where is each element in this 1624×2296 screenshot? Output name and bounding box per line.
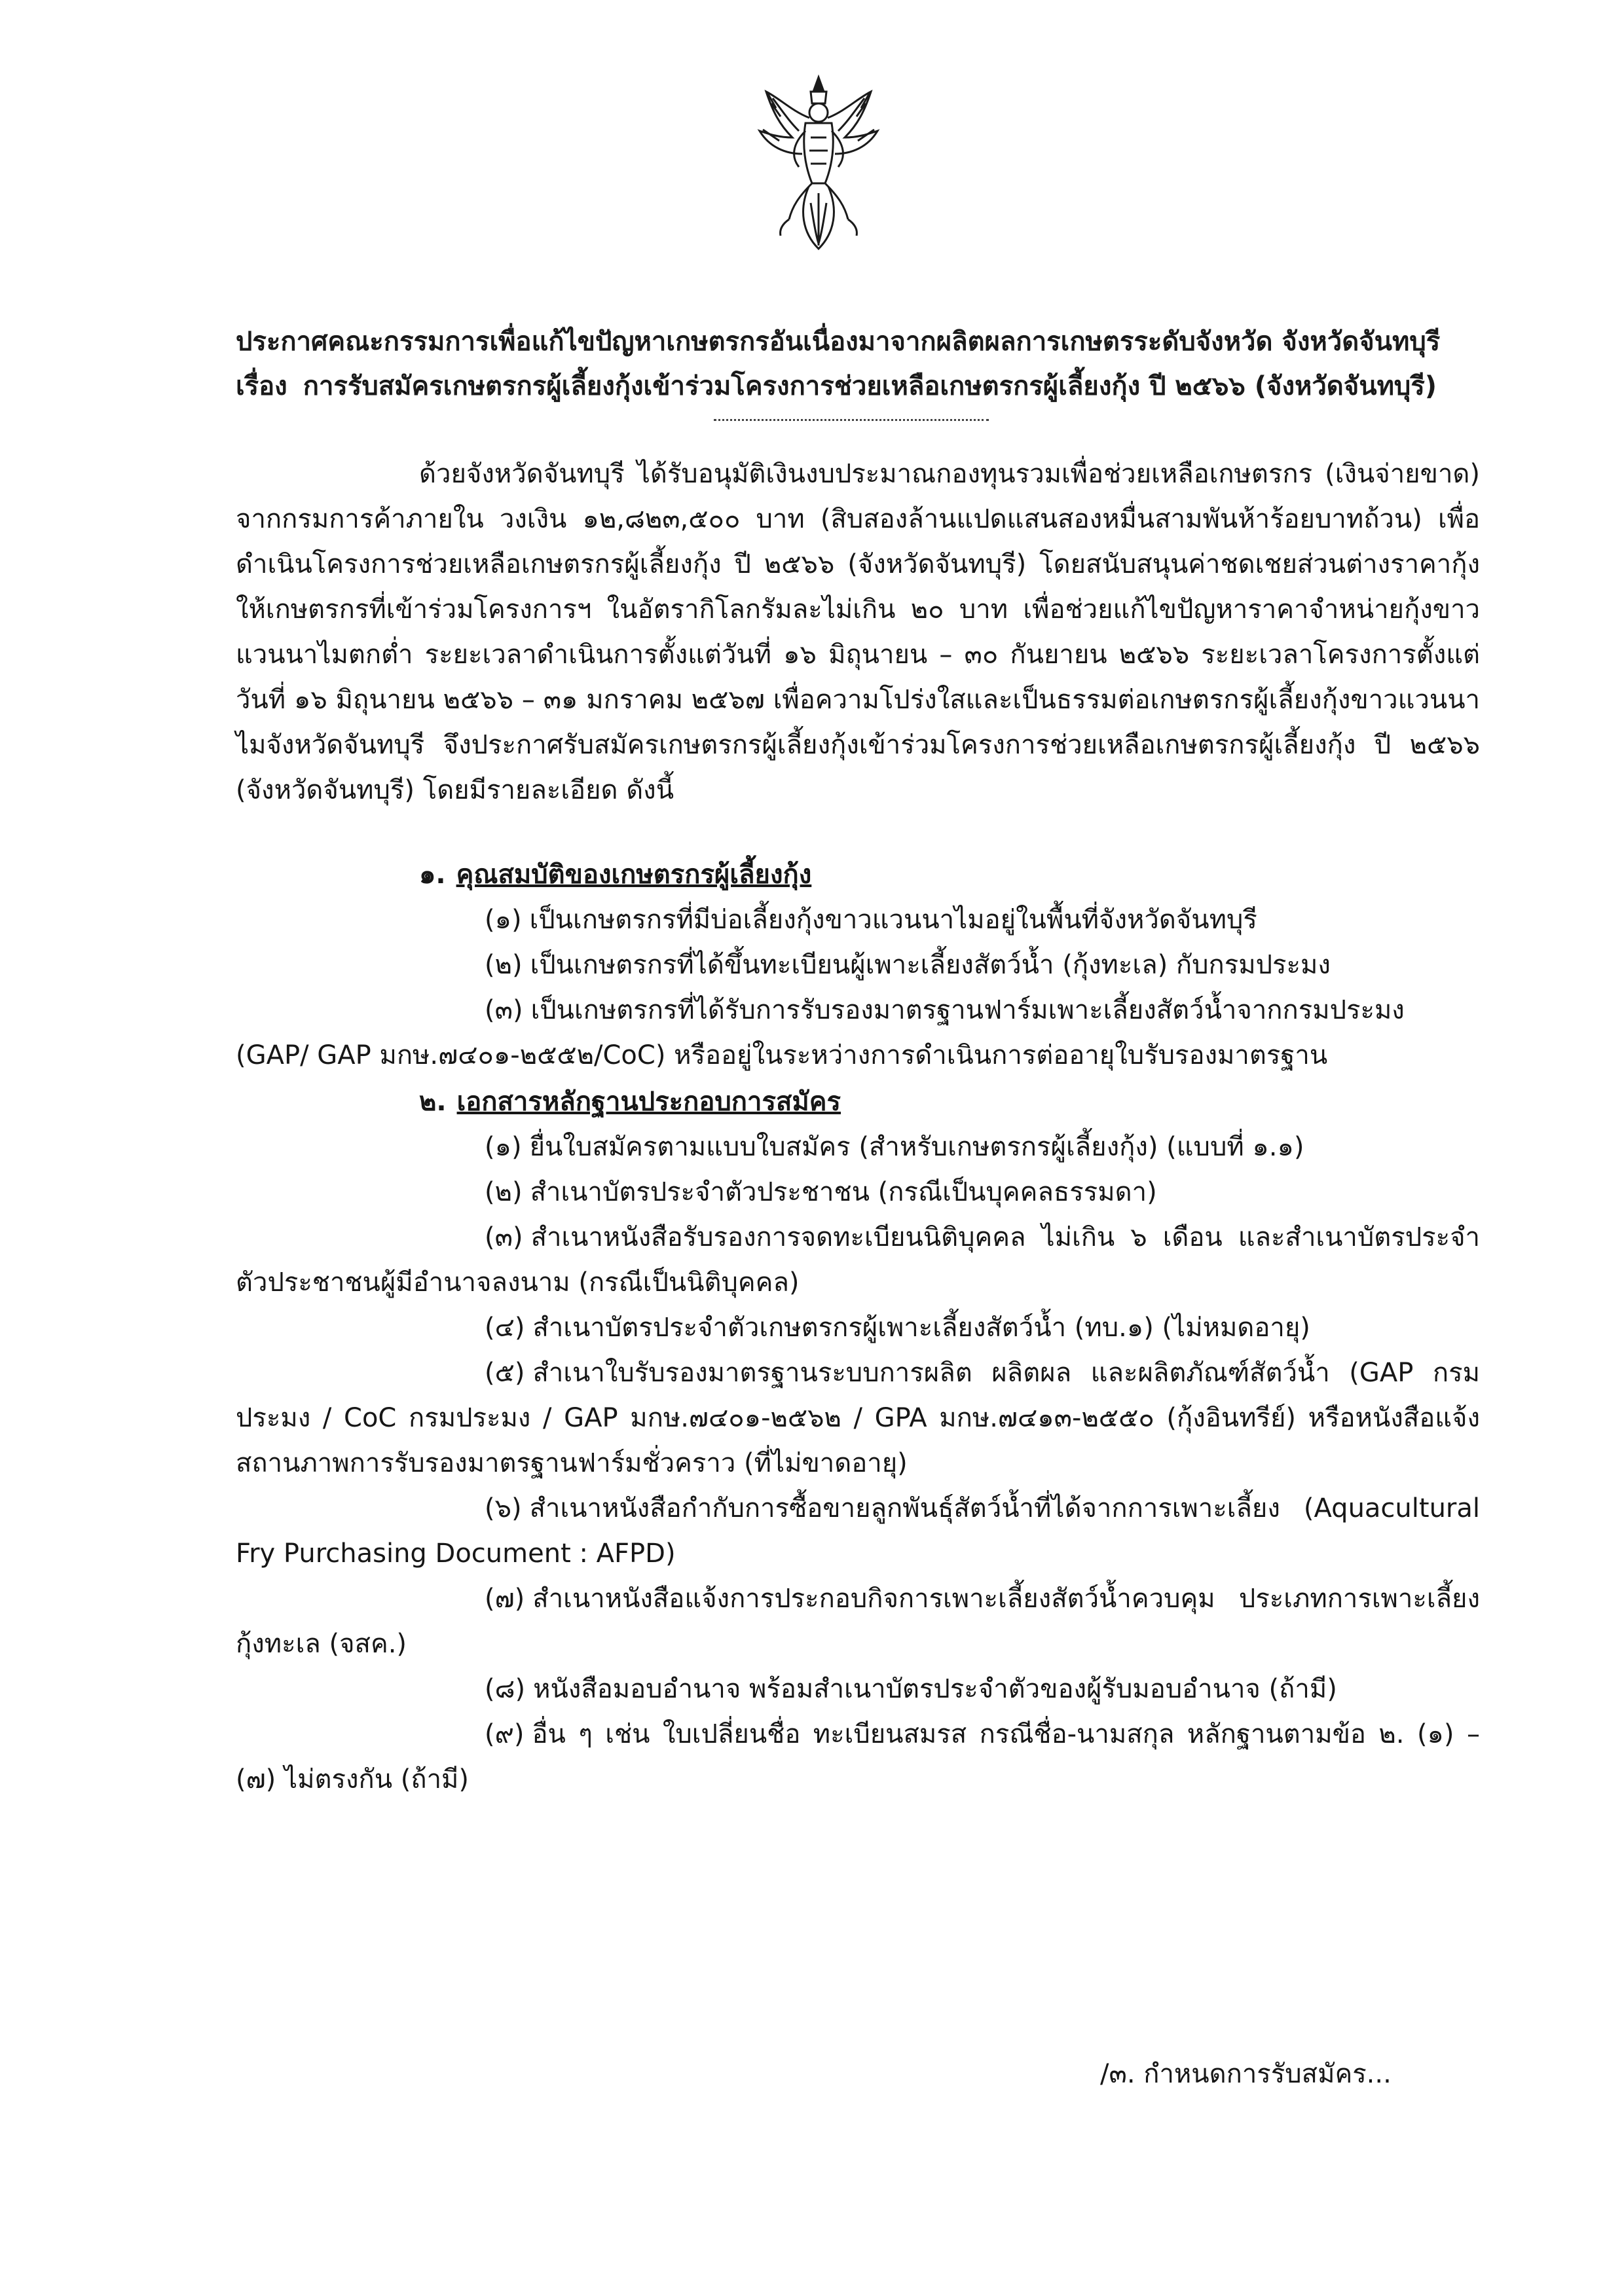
item-number: (๒): [485, 1177, 523, 1207]
item-number: (๓): [485, 995, 523, 1025]
list-item: [236, 1667, 1480, 1712]
list-item: [236, 898, 1480, 943]
section-number: ๑.: [419, 860, 446, 890]
item-number: (๑): [485, 1132, 522, 1162]
list-item: [236, 988, 1480, 1078]
item-number: (๓): [485, 1222, 523, 1252]
item-text: เป็นเกษตรกรที่ได้ขึ้นทะเบียนผู้เพาะเลี้ยงสัตว์น้ำ (กุ้งทะเล) กับกรมประมง: [530, 950, 1331, 980]
item-text: สำเนาบัตรประจำตัวเกษตรกรผู้เพาะเลี้ยงสัตว์น้ำ (ทบ.๑) (ไม่หมดอายุ): [532, 1313, 1310, 1343]
item-text: สำเนาหนังสือกำกับการซื้อขายลูกพันธุ์สัตว์น้ำที่ได้จากการเพาะเลี้ยง (Aquacultural Fry Purchasing Document : AFPD): [236, 1493, 1480, 1569]
list-item: [236, 1125, 1480, 1170]
item-number: (๕): [485, 1358, 525, 1388]
item-text: เป็นเกษตรกรที่ได้รับการรับรองมาตรฐานฟาร์มเพาะเลี้ยงสัตว์น้ำจากกรมประมง (GAP/ GAP มกษ.๗๔๐๑-๒๕๕๒/CoC) หรืออยู่ในระหว่างการดำเนินการต่ออายุใบรับรองมาตรฐาน: [236, 995, 1405, 1070]
section-documents: [236, 1080, 1480, 1802]
list-item: [236, 1215, 1480, 1305]
section-number: ๒.: [419, 1087, 447, 1117]
garuda-emblem-icon: [753, 72, 884, 268]
intro-paragraph: ด้วยจังหวัดจันทบุรี ได้รับอนุมัติเงินงบประมาณกองทุนรวมเพื่อช่วยเหลือเกษตรกร (เงินจ่ายขาด) จากกรมการค้าภายใน วงเงิน ๑๒,๘๒๓,๕๐๐ บาท (สิบสองล้านแปดแสนสองหมื่นสามพันห้าร้อยบาทถ้วน) เพื่อดำเนินโครงการช่วยเหลือเกษตรกรผู้เลี้ยงกุ้ง ปี ๒๕๖๖ (จังหวัดจันทบุรี) โดยสนับสนุนค่าชดเชยส่วนต่างราคากุ้งให้เกษตรกรที่เข้าร่วมโครงการฯ ในอัตรากิโลกรัมละไม่เกิน ๒๐ บาท เพื่อช่วยแก้ไขปัญหาราคาจำหน่ายกุ้งขาวแวนนาไมตกต่ำ ระยะเวลาดำเนินการตั้งแต่วันที่ ๑๖ มิถุนายน – ๓๐ กันยายน ๒๕๖๖ ระยะเวลาโครงการตั้งแต่วันที่ ๑๖ มิถุนายน ๒๕๖๖ – ๓๑ มกราคม ๒๕๖๗ เพื่อความโปร่งใสและเป็นธรรมต่อเกษตรกรผู้เลี้ยงกุ้งขาวแวนนาไมจังหวัดจันทบุรี จึงประกาศรับสมัครเกษตรกรผู้เลี้ยงกุ้งเข้าร่วมโครงการช่วยเหลือเกษตรกรผู้เลี้ยงกุ้ง ปี ๒๕๖๖ (จังหวัดจันทบุรี) โดยมีรายละเอียด ดังนี้: [236, 459, 1480, 805]
list-item: [236, 943, 1480, 988]
item-number: (๗): [485, 1584, 525, 1614]
continued-note: /๓. กำหนดการรับสมัคร...: [1100, 2059, 1392, 2089]
subject-text: การรับสมัครเกษตรกรผู้เลี้ยงกุ้งเข้าร่วมโครงการช่วยเหลือเกษตรกรผู้เลี้ยงกุ้ง ปี ๒๕๖๖ (จังหวัดจันทบุรี): [303, 371, 1437, 401]
item-text: หนังสือมอบอำนาจ พร้อมสำเนาบัตรประจำตัวของผู้รับมอบอำนาจ (ถ้ามี): [533, 1674, 1337, 1704]
header-divider: [714, 419, 989, 421]
sections-container: [236, 851, 1480, 1802]
item-text: อื่น ๆ เช่น ใบเปลี่ยนชื่อ ทะเบียนสมรส กรณีชื่อ-นามสกุล หลักฐานตามข้อ ๒. (๑) – (๗) ไม่ตรงกัน (ถ้ามี): [236, 1719, 1480, 1795]
item-number: (๘): [485, 1674, 526, 1704]
announcement-header: [236, 319, 1480, 409]
section-title-text: เอกสารหลักฐานประกอบการสมัคร: [456, 1087, 841, 1117]
section-title: [236, 852, 1480, 898]
announcement-subject-row: [236, 364, 1480, 409]
list-item: [236, 1351, 1480, 1486]
item-number: (๙): [485, 1719, 525, 1749]
item-text: ยื่นใบสมัครตามแบบใบสมัคร (สำหรับเกษตรกรผู้เลี้ยงกุ้ง) (แบบที่ ๑.๑): [529, 1132, 1304, 1162]
item-text: สำเนาหนังสือแจ้งการประกอบกิจการเพาะเลี้ยงสัตว์น้ำควบคุม ประเภทการเพาะเลี้ยงกุ้งทะเล (จสค.): [236, 1584, 1480, 1659]
list-item: [236, 1170, 1480, 1215]
item-number: (๔): [485, 1313, 525, 1343]
subject-label: เรื่อง: [236, 371, 287, 401]
item-text: เป็นเกษตรกรที่มีบ่อเลี้ยงกุ้งขาวแวนนาไมอยู่ในพื้นที่จังหวัดจันทบุรี: [529, 905, 1257, 935]
item-text: สำเนาบัตรประจำตัวประชาชน (กรณีเป็นบุคคลธรรมดา): [530, 1177, 1157, 1207]
list-item: [236, 1712, 1480, 1802]
item-number: (๑): [485, 905, 522, 935]
item-text: สำเนาใบรับรองมาตรฐานระบบการผลิต ผลิตผล และผลิตภัณฑ์สัตว์น้ำ (GAP กรมประมง / CoC กรมประมง / GAP มกษ.๗๔๐๑-๒๕๖๒ / GPA มกษ.๗๔๑๓-๒๕๕๐ (กุ้งอินทรีย์) หรือหนังสือแจ้งสถานภาพการรับรองมาตรฐานฟาร์มชั่วคราว (ที่ไม่ขาดอายุ): [236, 1358, 1480, 1478]
list-item: [236, 1486, 1480, 1576]
item-number: (๖): [485, 1493, 522, 1523]
announcement-title: ประกาศคณะกรรมการเพื่อแก้ไขปัญหาเกษตรกรอันเนื่องมาจากผลิตผลการเกษตรระดับจังหวัด จังหวัดจันทบุรี: [236, 327, 1441, 357]
item-number: (๒): [485, 950, 523, 980]
list-item: [236, 1576, 1480, 1667]
section-title: [236, 1080, 1480, 1125]
item-text: สำเนาหนังสือรับรองการจดทะเบียนนิติบุคคล ไม่เกิน ๖ เดือน และสำเนาบัตรประจำตัวประชาชนผู้มีอำนาจลงนาม (กรณีเป็นนิติบุคคล): [236, 1222, 1480, 1298]
section-qualifications: [236, 852, 1480, 1078]
section-title-text: คุณสมบัติของเกษตรกรผู้เลี้ยงกุ้ง: [456, 860, 812, 890]
list-item: [236, 1305, 1480, 1351]
